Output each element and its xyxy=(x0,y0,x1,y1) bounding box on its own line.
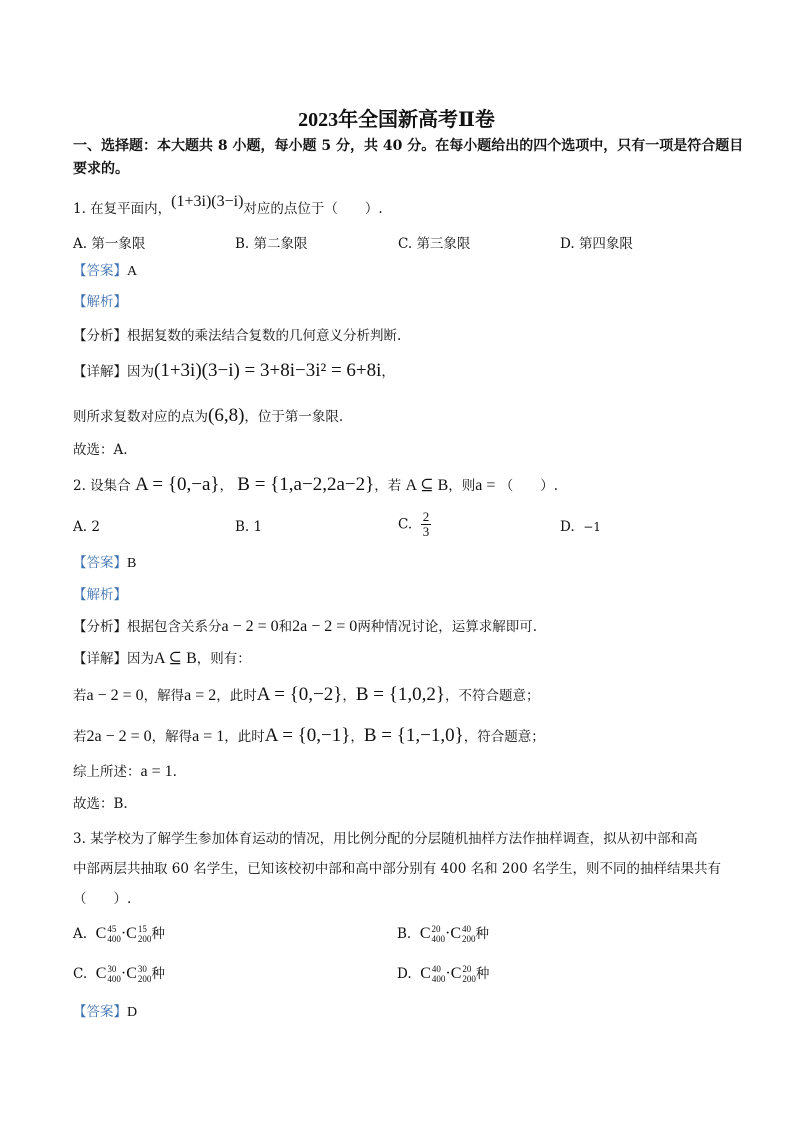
q3-stem-line1: 3. 某学校为了解学生参加体育运动的情况，用比例分配的分层随机抽样方法作抽样调查，拟从初中部和高 xyxy=(73,831,698,847)
q1-option-d: D. 第四象限 xyxy=(560,236,633,252)
q3-stem-line2: 中部两层共抽取 60 名学生，已知该校初中部和高中部分别有 400 名和 200 名学生，则不同的抽样结果共有 xyxy=(73,861,721,877)
q1-fenxi: 【分析】根据复数的乘法结合复数的几何意义分析判断. xyxy=(73,328,402,344)
q2-option-b: B. 1 xyxy=(235,519,263,535)
q2-option-d: D. −1 xyxy=(560,519,601,535)
q2-analysis-tag: 【解析】 xyxy=(73,587,127,603)
q1-option-b: B. 第二象限 xyxy=(235,236,308,252)
q2-case1: 若a − 2 = 0，解得a = 2，此时A = {0,−2}，B = {1,0,2}，不符合题意； xyxy=(73,684,540,705)
q2-answer: 【答案】B xyxy=(73,555,137,571)
q3-option-c: C. C 30 400 ·C 30 200 种 xyxy=(73,964,165,985)
q2-option-c: C. $\frac{2}{3}$ xyxy=(398,509,430,539)
q2-summary: 综上所述：a = 1. xyxy=(73,763,177,780)
q1-analysis-tag: 【解析】 xyxy=(73,294,127,310)
q3-option-d: D. C 40 400 ·C 20 200 种 xyxy=(397,964,490,985)
fraction: $\frac{2}{3}$ xyxy=(422,509,430,539)
q2-option-a: A. 2 xyxy=(73,519,100,535)
q3-option-a: A. C 45 400 ·C 15 200 种 xyxy=(73,924,165,945)
q1-expression: (1+3i)(3−i) xyxy=(171,193,244,210)
q2-fenxi: 【分析】根据包含关系分a − 2 = 0和2a − 2 = 0两种情况讨论，运算求解即可. xyxy=(73,618,538,635)
q1-conclusion: 故选：A. xyxy=(73,442,128,458)
q1-answer: 【答案】A xyxy=(73,263,138,279)
q1-point: 则所求复数对应的点为(6,8)，位于第一象限. xyxy=(73,405,344,426)
q2-case2: 若2a − 2 = 0，解得a = 1，此时A = {0,−1}，B = {1,−1,0}，符合题意； xyxy=(73,725,545,746)
answer-tag: 【答案】 xyxy=(73,263,127,279)
page-title: 2023年全国新高考Ⅱ卷 xyxy=(298,109,495,131)
section-heading-line1: 一、选择题：本大题共 8 小题，每小题 5 分，共 40 分。在每小题给出的四个选项中，只有一项是符合题目 xyxy=(73,138,744,154)
q3-answer: 【答案】D xyxy=(73,1004,138,1020)
q1-option-a: A. 第一象限 xyxy=(73,236,146,252)
q3-option-b: B. C 20 400 ·C 40 200 种 xyxy=(397,924,489,945)
q1-detail-expression: (1+3i)(3−i) = 3+8i−3i² = 6+8i xyxy=(154,360,382,381)
q1-option-c: C. 第三象限 xyxy=(398,236,471,252)
q2-conclusion: 故选：B. xyxy=(73,796,128,812)
q3-stem-line3: （ ）. xyxy=(73,891,132,907)
q2-stem: 2. 设集合 A = {0,−a}， B = {1,a−2,2a−2}，若 A ⊆ B，则a = （ ）. xyxy=(73,474,558,495)
q2-detail: 【详解】因为A ⊆ B，则有： xyxy=(73,650,251,667)
section-heading-line2: 要求的。 xyxy=(73,161,129,177)
q1-stem: 1. 在复平面内，(1+3i)(3−i)对应的点位于（ ）. xyxy=(73,193,383,217)
q1-detail: 【详解】因为(1+3i)(3−i) = 3+8i−3i² = 6+8i， xyxy=(73,360,395,381)
